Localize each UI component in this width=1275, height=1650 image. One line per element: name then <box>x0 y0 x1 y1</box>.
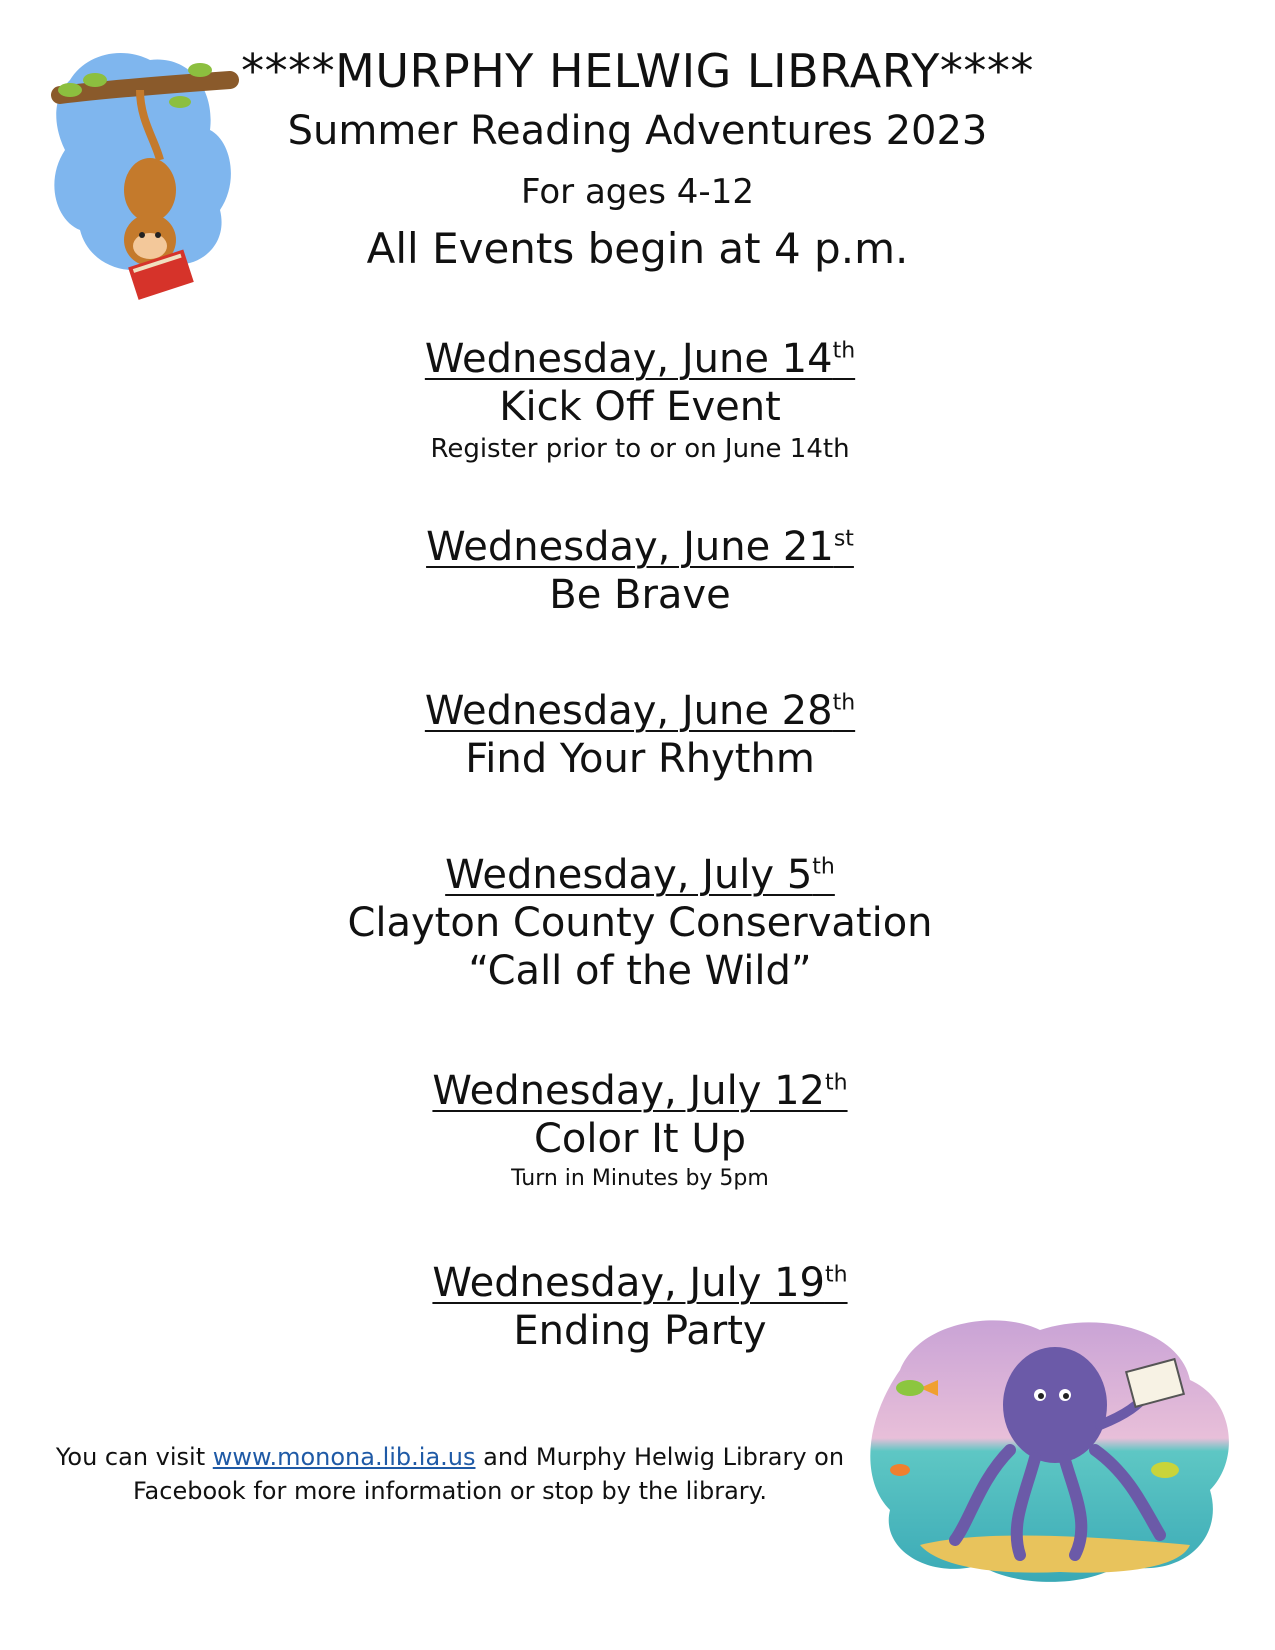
library-website-link[interactable]: www.monona.lib.ia.us <box>212 1443 476 1471</box>
event-item <box>260 336 1020 464</box>
footer-info <box>40 1440 860 1508</box>
event-date: Wednesday, June 28th <box>424 688 856 734</box>
program-subtitle: Summer Reading Adventures 2023 <box>287 108 988 154</box>
octopus-reading-illustration <box>860 1310 1240 1590</box>
library-title: ****MURPHY HELWIG LIBRARY**** <box>241 44 1034 98</box>
footer-line-2: Facebook for more information or stop by the library. <box>132 1477 768 1505</box>
event-name: Be Brave <box>549 572 731 618</box>
event-name: Kick Off Event <box>499 384 781 430</box>
event-name: Find Your Rhythm <box>465 736 815 782</box>
event-date: Wednesday, July 19th <box>432 1260 848 1306</box>
event-date: Wednesday, June 21st <box>426 524 854 570</box>
event-name: Ending Party <box>513 1308 767 1354</box>
age-range: For ages 4-12 <box>521 172 754 212</box>
footer-line-1: You can visit www.monona.lib.ia.us and Murphy Helwig Library on <box>55 1443 845 1471</box>
event-item <box>260 1068 1020 1191</box>
event-name: Clayton County Conservation <box>347 900 933 946</box>
event-item <box>260 524 1020 618</box>
event-date: Wednesday, July 5th <box>445 852 835 898</box>
event-date: Wednesday, July 12th <box>432 1068 848 1114</box>
event-date: Wednesday, June 14th <box>424 336 856 382</box>
event-item <box>260 852 1020 994</box>
event-item <box>260 688 1020 782</box>
event-name: Color It Up <box>533 1116 746 1162</box>
event-note: Turn in Minutes by 5pm <box>511 1166 769 1191</box>
event-note: Register prior to or on June 14th <box>430 434 850 464</box>
event-subtitle: “Call of the Wild” <box>468 948 812 994</box>
start-time-note: All Events begin at 4 p.m. <box>366 224 909 273</box>
